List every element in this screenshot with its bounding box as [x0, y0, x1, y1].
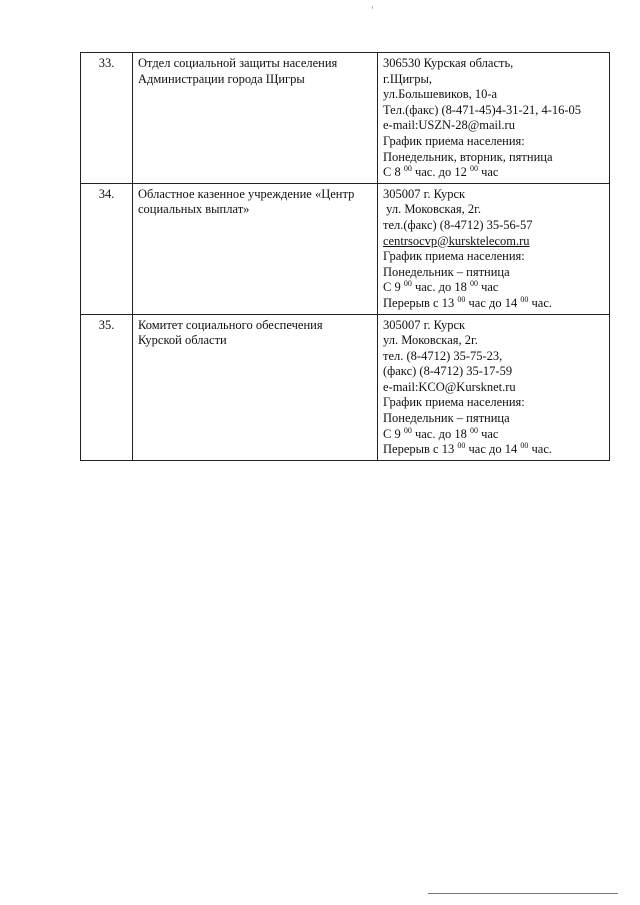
- phone-line: тел.(факс) (8-4712) 35-56-57: [383, 217, 533, 232]
- contact-info: [378, 314, 610, 460]
- institution-name: [133, 183, 378, 314]
- address-line: ул. Моковская, 2г.: [383, 333, 478, 348]
- address-line: г.Щигры,: [383, 71, 433, 86]
- address-line: ул. Моковская, 2г.: [383, 202, 481, 217]
- footer-rule: [428, 893, 618, 894]
- schedule-break: Перерыв с 13 $^{00}$ час до 14 $^{00}$ час.: [383, 441, 552, 457]
- schedule-days: Понедельник, вторник, пятница: [383, 149, 553, 164]
- schedule-days: Понедельник – пятница: [383, 264, 510, 279]
- institution-name: [133, 314, 378, 460]
- name-line: Отдел социальной защиты населения: [138, 56, 338, 70]
- schedule-hours: С 8 $^{00}$ час. до 12 $^{00}$ час: [383, 164, 499, 180]
- address-line: 305007 г. Курск: [383, 317, 466, 332]
- contact-info: [378, 183, 610, 314]
- table-row: [81, 183, 610, 314]
- schedule-heading: График приема населения:: [383, 133, 525, 148]
- schedule-heading: График приема населения:: [383, 249, 525, 264]
- table-row: [81, 314, 610, 460]
- row-number: 35.: [81, 314, 133, 460]
- name-line: Областное казенное учреждение «Центр: [138, 186, 355, 201]
- address-line: 306530 Курская область,: [383, 56, 514, 70]
- institutions-table: [80, 52, 610, 461]
- institution-name: [133, 53, 378, 184]
- phone-line: тел. (8-4712) 35-75-23,: [383, 348, 503, 363]
- schedule-heading: График приема населения:: [383, 395, 525, 410]
- name-line: Комитет социального обеспечения: [138, 317, 323, 332]
- contact-info: [378, 53, 610, 184]
- row-number: 33.: [81, 53, 133, 184]
- row-number: 34.: [81, 183, 133, 314]
- email-line: e-mail:USZN-28@mail.ru: [383, 118, 515, 133]
- email-link[interactable]: centrsocvp@kursktelecom.ru: [383, 233, 530, 248]
- address-line: ул.Большевиков, 10-а: [383, 87, 498, 102]
- schedule-hours: С 9 $^{00}$ час. до 18 $^{00}$ час: [383, 425, 499, 441]
- name-line: социальных выплат»: [138, 202, 250, 217]
- schedule-days: Понедельник – пятница: [383, 411, 510, 426]
- schedule-break: Перерыв с 13 $^{00}$ час до 14 $^{00}$ час.: [383, 294, 552, 310]
- email-line: e-mail:KCO@Kursknet.ru: [383, 379, 516, 394]
- name-line: Администрации города Щигры: [138, 71, 305, 86]
- schedule-hours: С 9 $^{00}$ час. до 18 $^{00}$ час: [383, 279, 499, 295]
- table-row: [81, 53, 610, 184]
- address-line: 305007 г. Курск: [383, 186, 466, 201]
- fax-line: (факс) (8-4712) 35-17-59: [383, 364, 513, 379]
- name-line: Курской области: [138, 333, 227, 348]
- phone-line: Тел.(факс) (8-471-45)4-31-21, 4-16-05: [383, 102, 582, 117]
- scan-mark: [372, 6, 373, 9]
